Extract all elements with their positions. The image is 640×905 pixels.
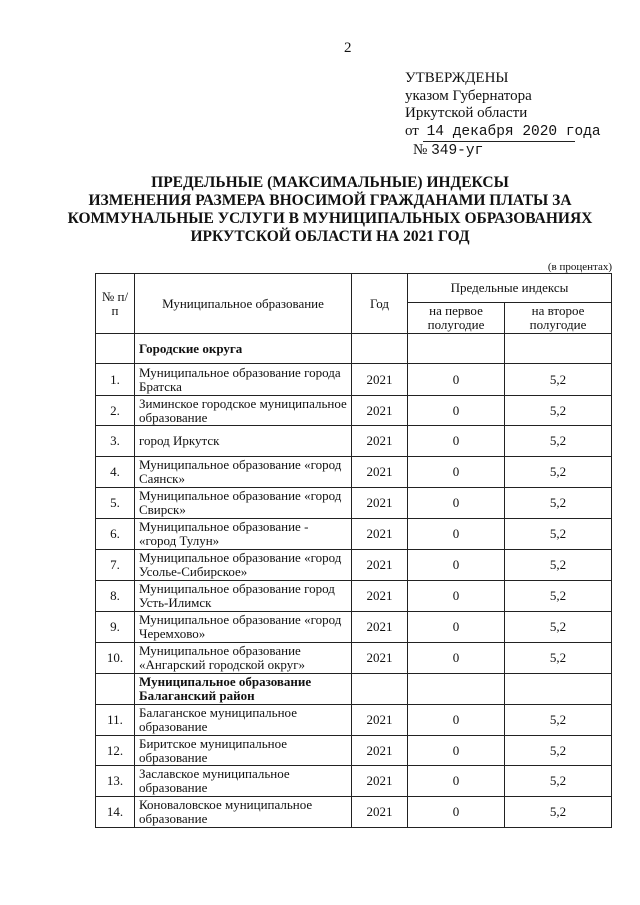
date-value: 14 декабря 2020 года [423, 124, 575, 143]
number-value: 349-уг [431, 143, 484, 159]
year-cell: 2021 [352, 581, 408, 612]
section-title: Муниципальное образование Балаганский район [135, 674, 352, 705]
year-cell: 2021 [352, 550, 408, 581]
row-num-cell: 11. [96, 705, 135, 736]
approval-line-3: Иркутской области [405, 105, 528, 121]
table-row [96, 612, 612, 643]
municipality-cell: Заславское муниципальное образование [135, 766, 352, 797]
title-line-1: ПРЕДЕЛЬНЫЕ (МАКСИМАЛЬНЫЕ) ИНДЕКСЫ [151, 174, 509, 191]
approval-number [405, 142, 575, 161]
approval-title: УТВЕРЖДЕНЫ [405, 70, 509, 86]
page-number: 2 [344, 40, 352, 56]
municipality-cell: Коноваловское муниципальное образование [135, 797, 352, 828]
row-num-cell: 4. [96, 457, 135, 488]
year-cell: 2021 [352, 364, 408, 396]
row-num-cell: 3. [96, 426, 135, 457]
title-line-3: КОММУНАЛЬНЫЕ УСЛУГИ В МУНИЦИПАЛЬНЫХ ОБРАЗОВАНИЯХ [67, 210, 593, 227]
year-cell: 2021 [352, 766, 408, 797]
first-half-cell: 0 [408, 396, 505, 426]
table-row [96, 426, 612, 457]
header-second-half: на второе полугодие [505, 303, 612, 334]
second-half-cell: 5,2 [505, 643, 612, 674]
first-half-cell: 0 [408, 705, 505, 736]
second-half-cell: 5,2 [505, 581, 612, 612]
first-half-cell: 0 [408, 581, 505, 612]
year-cell [352, 674, 408, 705]
second-half-cell: 5,2 [505, 797, 612, 828]
row-num-cell: 6. [96, 519, 135, 550]
year-cell [352, 334, 408, 364]
header-first-half: на первое полугодие [408, 303, 505, 334]
header-num: № п/п [96, 274, 135, 334]
municipality-cell: Муниципальное образование - «город Тулун» [135, 519, 352, 550]
date-prefix: от [405, 122, 419, 139]
header-year: Год [352, 274, 408, 334]
table-row [96, 643, 612, 674]
row-num-cell: 10. [96, 643, 135, 674]
indexes-table [95, 273, 612, 828]
table-row [96, 705, 612, 736]
header-indexes: Предельные индексы [408, 274, 612, 303]
row-num-cell: 12. [96, 736, 135, 766]
section-title: Городские округа [135, 334, 352, 364]
first-half-cell: 0 [408, 643, 505, 674]
year-cell: 2021 [352, 457, 408, 488]
approval-block [405, 70, 601, 161]
municipality-cell: Муниципальное образование города Братска [135, 364, 352, 396]
table-row [96, 364, 612, 396]
municipality-cell: Муниципальное образование «город Усолье-Сибирское» [135, 550, 352, 581]
table-row [96, 736, 612, 766]
row-num-cell: 5. [96, 488, 135, 519]
first-half-cell: 0 [408, 797, 505, 828]
second-half-cell: 5,2 [505, 612, 612, 643]
approval-line-2: указом Губернатора [405, 87, 532, 104]
municipality-cell: город Иркутск [135, 426, 352, 457]
municipality-cell: Муниципальное образование город Усть-Илимск [135, 581, 352, 612]
first-half-cell: 0 [408, 488, 505, 519]
first-half-cell: 0 [408, 612, 505, 643]
second-half-cell: 5,2 [505, 519, 612, 550]
section-row [96, 674, 612, 705]
row-num-cell: 2. [96, 396, 135, 426]
row-num-cell: 7. [96, 550, 135, 581]
municipality-cell: Муниципальное образование «Ангарский городской округ» [135, 643, 352, 674]
table-row [96, 488, 612, 519]
approval-date [405, 122, 601, 143]
year-cell: 2021 [352, 396, 408, 426]
first-half-cell: 0 [408, 457, 505, 488]
table-row [96, 766, 612, 797]
table-row [96, 797, 612, 828]
second-half-cell: 5,2 [505, 550, 612, 581]
table-row [96, 457, 612, 488]
document-title [60, 174, 600, 246]
row-num-cell [96, 674, 135, 705]
title-line-2: ИЗМЕНЕНИЯ РАЗМЕРА ВНОСИМОЙ ГРАЖДАНАМИ ПЛАТЫ ЗА [88, 192, 572, 209]
table-row [96, 519, 612, 550]
year-cell: 2021 [352, 705, 408, 736]
first-half-cell: 0 [408, 519, 505, 550]
year-cell: 2021 [352, 488, 408, 519]
second-half-cell: 5,2 [505, 705, 612, 736]
row-num-cell: 1. [96, 364, 135, 396]
unit-note: (в процентах) [547, 261, 612, 273]
second-half-cell [505, 334, 612, 364]
second-half-cell: 5,2 [505, 364, 612, 396]
year-cell: 2021 [352, 643, 408, 674]
municipality-cell: Муниципальное образование «город Свирск» [135, 488, 352, 519]
table-body [96, 334, 612, 828]
row-num-cell: 8. [96, 581, 135, 612]
municipality-cell: Зиминское городское муниципальное образование [135, 396, 352, 426]
row-num-cell: 9. [96, 612, 135, 643]
second-half-cell: 5,2 [505, 766, 612, 797]
number-prefix: № [413, 142, 428, 158]
first-half-cell: 0 [408, 550, 505, 581]
first-half-cell: 0 [408, 736, 505, 766]
year-cell: 2021 [352, 612, 408, 643]
year-cell: 2021 [352, 736, 408, 766]
year-cell: 2021 [352, 426, 408, 457]
municipality-cell: Биритское муниципальное образование [135, 736, 352, 766]
first-half-cell [408, 334, 505, 364]
first-half-cell: 0 [408, 364, 505, 396]
year-cell: 2021 [352, 797, 408, 828]
second-half-cell: 5,2 [505, 426, 612, 457]
second-half-cell: 5,2 [505, 488, 612, 519]
first-half-cell [408, 674, 505, 705]
row-num-cell [96, 334, 135, 364]
year-cell: 2021 [352, 519, 408, 550]
row-num-cell: 14. [96, 797, 135, 828]
first-half-cell: 0 [408, 426, 505, 457]
section-row [96, 334, 612, 364]
municipality-cell: Муниципальное образование «город Саянск» [135, 457, 352, 488]
table-row [96, 581, 612, 612]
title-line-4: ИРКУТСКОЙ ОБЛАСТИ НА 2021 ГОД [190, 228, 470, 245]
second-half-cell: 5,2 [505, 736, 612, 766]
municipality-cell: Муниципальное образование «город Черемхово» [135, 612, 352, 643]
table-row [96, 396, 612, 426]
row-num-cell: 13. [96, 766, 135, 797]
table-row [96, 550, 612, 581]
first-half-cell: 0 [408, 766, 505, 797]
second-half-cell [505, 674, 612, 705]
second-half-cell: 5,2 [505, 396, 612, 426]
municipality-cell: Балаганское муниципальное образование [135, 705, 352, 736]
header-municipality: Муниципальное образование [135, 274, 352, 334]
second-half-cell: 5,2 [505, 457, 612, 488]
